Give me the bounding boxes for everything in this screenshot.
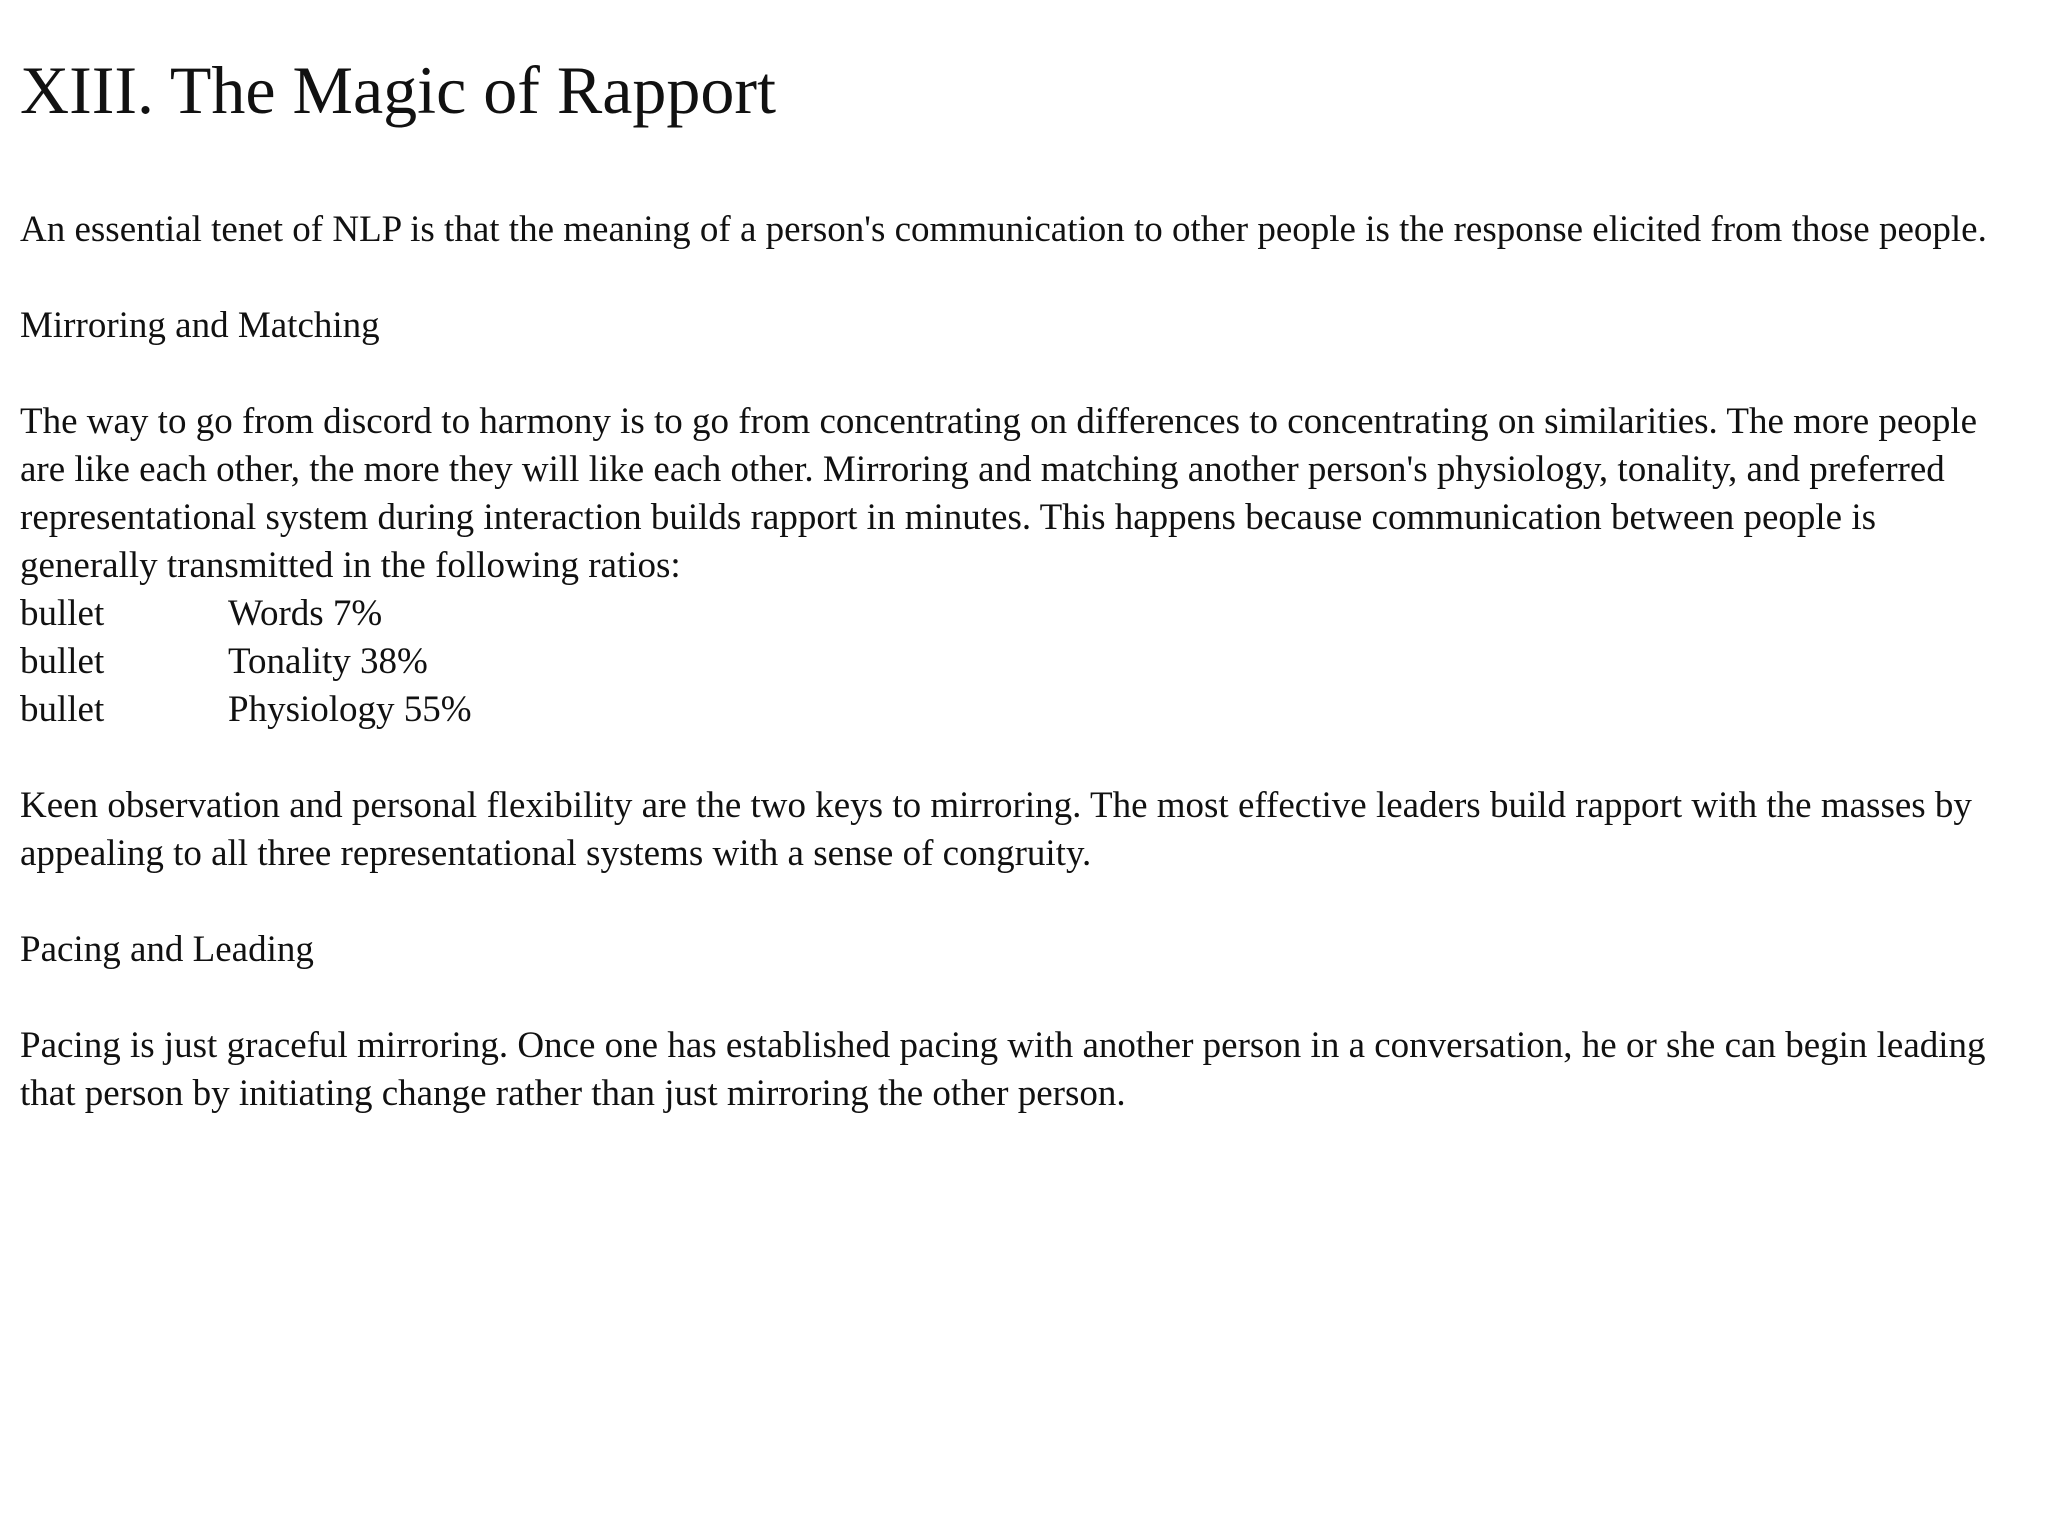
bullet-text: Tonality 38% bbox=[228, 641, 428, 682]
spacer bbox=[20, 350, 2020, 398]
section-heading-mirroring: Mirroring and Matching bbox=[20, 305, 380, 346]
spacer bbox=[20, 974, 2020, 1022]
bullet-text: Physiology 55% bbox=[228, 689, 472, 730]
document-page bbox=[20, 0, 2020, 1118]
spacer bbox=[20, 254, 2020, 302]
spacer bbox=[20, 734, 2020, 782]
mirroring-closing-paragraph: Keen observation and personal flexibility are the two keys to mirroring. The most effective leaders build rapport with the masses by appealing to all three representational systems with a sense of congruity. bbox=[20, 785, 1972, 874]
mirroring-paragraph: The way to go from discord to harmony is to go from concentrating on differences to concentrating on similarities. The more people are like each other, the more they will like each other. Mirroring and matching another person's physiology, tonality, and preferred representational system during interaction builds rapport in minutes. This happens because communication between people is generally transmitted in the following ratios: bbox=[20, 401, 1978, 586]
spacer bbox=[20, 128, 2020, 206]
section-heading-pacing: Pacing and Leading bbox=[20, 929, 314, 970]
list-item bbox=[20, 686, 2020, 734]
bullet-marker: bullet bbox=[20, 641, 105, 682]
spacer bbox=[20, 878, 2020, 926]
page-title: XIII. The Magic of Rapport bbox=[20, 52, 776, 128]
intro-paragraph: An essential tenet of NLP is that the meaning of a person's communication to other people is the response elicited from those people. bbox=[20, 209, 1987, 250]
bullet-marker: bullet bbox=[20, 593, 105, 634]
bullet-marker: bullet bbox=[20, 689, 105, 730]
list-item bbox=[20, 638, 2020, 686]
list-item bbox=[20, 590, 2020, 638]
pacing-paragraph: Pacing is just graceful mirroring. Once one has established pacing with another person in a conversation, he or she can begin leading that person by initiating change rather than just mirroring the other person. bbox=[20, 1025, 1986, 1114]
bullet-text: Words 7% bbox=[228, 593, 383, 634]
